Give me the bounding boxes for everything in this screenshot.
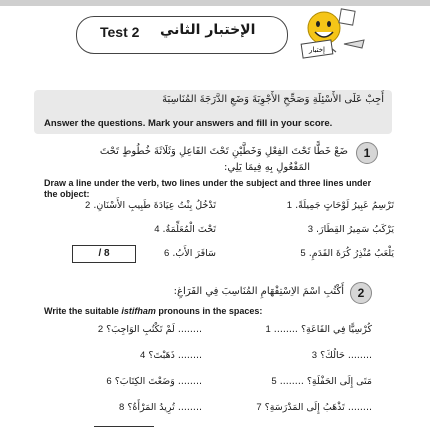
question-1-english: Draw a line under the verb, two lines under the subject and three lines under the object:: [44, 178, 372, 199]
q2-item: مَتَى إِلَى الحَفْلَةِ؟ ........ 5: [271, 376, 372, 387]
q2-item: ........ تُرِيدُ المَرْأَةُ؟ 8: [119, 402, 202, 413]
question-1-number: 1: [356, 142, 378, 164]
q2-item: ........ تَذْهَبُ إِلَى المَدْرَسَةِ؟ 7: [256, 402, 372, 413]
instructions-arabic: أَجِبْ عَلَى الأَسْئِلَةِ وَصَحِّحِ الأَجْوِبَةَ وَضَعِ الدَّرَجَةَ المُنَاسِبَةَ: [162, 94, 384, 105]
q2-item: ........ لَمْ تَكْتُبِ الوَاجِبَ؟ 2: [97, 324, 202, 335]
smiley-mascot-icon: [296, 6, 376, 66]
q2-item: ........ ذَهَبْتَ؟ 4: [140, 350, 202, 361]
q2-score-box-edge: [94, 426, 154, 431]
question-2-number: 2: [350, 282, 372, 304]
test-arabic-title: الإختبار الثاني: [160, 22, 256, 38]
question-1-arabic-line2: المَفْعُولِ بِهِ فِيمَا يَلِي:: [223, 162, 310, 173]
q1-score-box[interactable]: / 8: [72, 245, 136, 263]
badge-text: إختبار: [308, 46, 326, 54]
q1-item: تَرْسِمُ عَبِيرُ لَوْحَاتٍ جَمِيلَةً. 1: [286, 200, 394, 211]
q1-item: سَافَرَ الأَبُ. 6: [163, 248, 216, 259]
q1-item: تَدْخُلُ بِنْتُ عِيَادَةَ طَبِيبِ الأَسْنَانِ. 2: [85, 200, 216, 211]
instructions-english: Answer the questions. Mark your answers and fill in your score.: [44, 118, 333, 129]
q2-item: ........ وَضَعْتَ الكِتَابَ؟ 6: [106, 376, 202, 387]
question-2-arabic: أَكْتُبِ اسْمَ الاِسْتِفْهَامِ المُنَاسِبَ فِي الفَرَاغِ:: [173, 286, 344, 297]
q1-item: يَلْعَبُ مُنْذِرُ كُرَةَ القَدَمِ. 5: [300, 248, 394, 259]
question-2-english: Write the suitable istifham pronouns in the spaces:: [44, 306, 263, 316]
q2-item: كُرْسِيًّا فِي القَاعَةِ؟ ........ 1: [265, 324, 372, 335]
q1-item: تَحْتَ الْمُعَلِّمَةُ. 4: [154, 224, 216, 235]
q2-item: ........ حَالُكَ؟ 3: [311, 350, 372, 361]
q1-item: يَرْكَبُ سَمِيرُ القِطَارَ. 3: [307, 224, 394, 235]
test-label: Test 2: [100, 24, 140, 40]
question-1-arabic-line1: ضَعْ خَطًّا تَحْتَ الفِعْلِ وَخَطَّيْنِ تَحْتَ الفَاعِلِ وَثَلَاثَةَ خُطُوطٍ تَحْتَ: [99, 146, 348, 157]
